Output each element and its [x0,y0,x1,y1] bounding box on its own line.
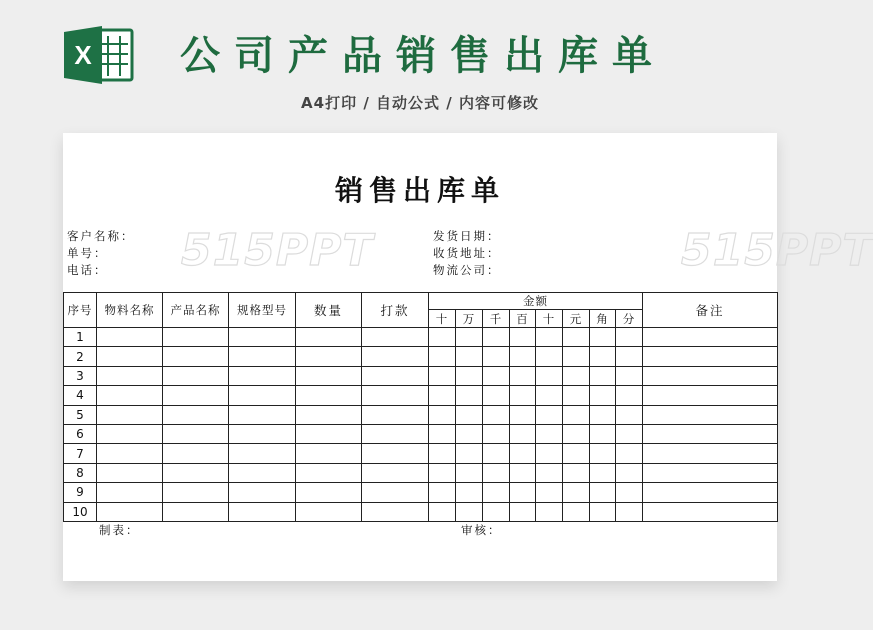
table-cell[interactable] [97,483,163,502]
table-cell[interactable] [616,463,643,482]
table-cell[interactable] [483,502,510,521]
table-cell[interactable] [229,424,296,443]
row-number: 5 [64,405,97,424]
row-number: 10 [64,502,97,521]
table-cell[interactable] [456,483,483,502]
table-cell[interactable] [456,424,483,443]
table-cell[interactable] [483,386,510,405]
watermark-left: 515PPT [181,225,374,276]
table-row [64,347,778,366]
row-number: 7 [64,444,97,463]
table-cell[interactable] [616,502,643,521]
table-cell[interactable] [429,463,456,482]
amount-unit: 角 [590,310,616,328]
table-cell[interactable] [429,328,456,347]
table-cell[interactable] [643,483,778,502]
table-cell[interactable] [296,483,362,502]
table-cell[interactable] [229,386,296,405]
header-amount: 金额 [429,293,643,310]
table-cell[interactable] [643,405,778,424]
table-cell[interactable] [510,463,536,482]
outbound-table [63,292,778,522]
table-cell[interactable] [590,366,616,385]
table-cell[interactable] [643,328,778,347]
table-cell[interactable] [536,424,563,443]
table-cell[interactable] [536,386,563,405]
table-cell[interactable] [362,386,429,405]
table-cell[interactable] [616,483,643,502]
table-cell[interactable] [590,328,616,347]
table-cell[interactable] [296,328,362,347]
watermark-right: 515PPT [681,225,873,276]
table-cell[interactable] [483,405,510,424]
table-cell[interactable] [97,366,163,385]
document-paper [63,133,873,581]
table-cell[interactable] [429,386,456,405]
table-cell[interactable] [429,502,456,521]
amount-unit: 万 [456,310,483,328]
table-cell[interactable] [163,483,229,502]
table-cell[interactable] [536,328,563,347]
table-cell[interactable] [296,366,362,385]
table-cell[interactable] [362,483,429,502]
table-cell[interactable] [643,366,778,385]
table-cell[interactable] [510,347,536,366]
table-row [64,424,778,443]
header-serial: 序号 [64,293,97,328]
table-cell[interactable] [97,328,163,347]
table-cell[interactable] [97,405,163,424]
table-cell[interactable] [590,347,616,366]
table-cell[interactable] [590,502,616,521]
table-cell[interactable] [163,328,229,347]
table-cell[interactable] [362,366,429,385]
table-cell[interactable] [163,347,229,366]
table-cell[interactable] [163,502,229,521]
amount-unit: 十 [429,310,456,328]
table-cell[interactable] [590,444,616,463]
table-cell[interactable] [229,483,296,502]
table-row [64,386,778,405]
table-cell[interactable] [362,328,429,347]
table-cell[interactable] [163,444,229,463]
table-cell[interactable] [163,386,229,405]
banner-subtitle: A4打印 / 自动公式 / 内容可修改 [301,94,539,112]
table-cell[interactable] [563,405,590,424]
table-cell[interactable] [563,424,590,443]
table-cell[interactable] [510,424,536,443]
banner-title: 公司产品销售出库单 [180,33,666,79]
table-cell[interactable] [229,405,296,424]
row-number: 8 [64,463,97,482]
row-number: 3 [64,366,97,385]
table-cell[interactable] [296,386,362,405]
table-cell[interactable] [229,366,296,385]
table-row [64,483,778,502]
table-cell[interactable] [163,424,229,443]
table-row [64,463,778,482]
table-cell[interactable] [510,444,536,463]
table-cell[interactable] [536,405,563,424]
table-cell[interactable] [510,502,536,521]
table-cell[interactable] [590,386,616,405]
table-cell[interactable] [97,424,163,443]
table-cell[interactable] [510,386,536,405]
table-cell[interactable] [296,405,362,424]
table-cell[interactable] [456,444,483,463]
table-cell[interactable] [362,444,429,463]
table-cell[interactable] [483,347,510,366]
document-title: 销售出库单 [334,174,505,207]
table-cell[interactable] [296,502,362,521]
table-cell[interactable] [296,347,362,366]
table-row [64,328,778,347]
table-cell[interactable] [456,502,483,521]
table-cell[interactable] [536,483,563,502]
table-cell[interactable] [590,483,616,502]
table-row [64,366,778,385]
row-number: 9 [64,483,97,502]
order-number-field[interactable]: 单号： [67,246,108,260]
table-cell[interactable] [429,444,456,463]
table-cell[interactable] [616,444,643,463]
table-cell[interactable] [483,424,510,443]
excel-logo-letter: X [74,40,92,70]
ship-date-field[interactable]: 发货日期： [433,229,501,243]
table-cell[interactable] [456,366,483,385]
customer-name-field[interactable]: 客户名称： [67,229,135,243]
table-cell[interactable] [616,405,643,424]
table-cell[interactable] [229,347,296,366]
table-cell[interactable] [510,405,536,424]
table-cell[interactable] [643,424,778,443]
table-cell[interactable] [536,463,563,482]
table-cell[interactable] [362,405,429,424]
table-row [64,502,778,521]
table-cell[interactable] [563,444,590,463]
table-cell[interactable] [616,424,643,443]
table-cell[interactable] [429,483,456,502]
table-cell[interactable] [616,328,643,347]
amount-unit: 分 [616,310,643,328]
table-cell[interactable] [563,386,590,405]
table-cell[interactable] [563,483,590,502]
row-number: 1 [64,328,97,347]
table-cell[interactable] [229,502,296,521]
table-cell[interactable] [563,366,590,385]
table-cell[interactable] [362,424,429,443]
header-material-name: 物料名称 [97,293,163,328]
table-cell[interactable] [616,366,643,385]
table-cell[interactable] [429,405,456,424]
table-cell[interactable] [296,424,362,443]
table-cell[interactable] [563,328,590,347]
table-cell[interactable] [643,386,778,405]
table-cell[interactable] [163,405,229,424]
table-cell[interactable] [97,386,163,405]
table-row [64,405,778,424]
header-spec-model: 规格型号 [229,293,296,328]
row-number: 6 [64,424,97,443]
amount-unit: 百 [510,310,536,328]
table-cell[interactable] [456,328,483,347]
table-cell[interactable] [429,424,456,443]
table-cell[interactable] [510,328,536,347]
table-cell[interactable] [296,463,362,482]
table-cell[interactable] [163,463,229,482]
table-cell[interactable] [362,502,429,521]
amount-unit: 千 [483,310,510,328]
row-number: 2 [64,347,97,366]
phone-field[interactable]: 电话： [67,263,108,277]
header-product-name: 产品名称 [163,293,229,328]
table-cell[interactable] [590,405,616,424]
table-cell[interactable] [456,347,483,366]
table-cell[interactable] [590,463,616,482]
table-cell[interactable] [643,463,778,482]
table-cell[interactable] [510,366,536,385]
table-cell[interactable] [643,502,778,521]
table-cell[interactable] [643,444,778,463]
table-cell[interactable] [97,347,163,366]
header-payment: 打款 [362,293,429,328]
table-cell[interactable] [563,463,590,482]
table-cell[interactable] [229,444,296,463]
table-cell[interactable] [590,424,616,443]
table-cell[interactable] [483,366,510,385]
table-cell[interactable] [536,444,563,463]
table-cell[interactable] [296,444,362,463]
table-cell[interactable] [362,463,429,482]
reviewed-by-field[interactable]: 审核： [461,523,502,537]
table-cell[interactable] [229,328,296,347]
table-row [64,444,778,463]
excel-icon [62,24,134,86]
table-cell[interactable] [97,444,163,463]
table-cell[interactable] [456,386,483,405]
table-cell[interactable] [536,502,563,521]
table-cell[interactable] [97,502,163,521]
table-cell[interactable] [483,463,510,482]
table-cell[interactable] [429,366,456,385]
prepared-by-field[interactable]: 制表： [99,523,140,537]
amount-unit: 十 [536,310,563,328]
delivery-address-field[interactable]: 收货地址： [433,246,501,260]
header-quantity: 数量 [296,293,362,328]
table-cell[interactable] [510,483,536,502]
table-cell[interactable] [616,386,643,405]
table-cell[interactable] [536,347,563,366]
table-cell[interactable] [163,366,229,385]
table-cell[interactable] [456,405,483,424]
table-cell[interactable] [563,347,590,366]
row-number: 4 [64,386,97,405]
table-cell[interactable] [483,444,510,463]
table-cell[interactable] [563,502,590,521]
amount-unit: 元 [563,310,590,328]
header-remarks: 备注 [643,293,778,328]
table-cell[interactable] [483,483,510,502]
table-cell[interactable] [229,463,296,482]
logistics-company-field[interactable]: 物流公司： [433,263,501,277]
table-cell[interactable] [483,328,510,347]
table-cell[interactable] [536,366,563,385]
table-cell[interactable] [616,347,643,366]
table-cell[interactable] [456,463,483,482]
table-cell[interactable] [429,347,456,366]
table-cell[interactable] [97,463,163,482]
table-cell[interactable] [643,347,778,366]
table-cell[interactable] [362,347,429,366]
